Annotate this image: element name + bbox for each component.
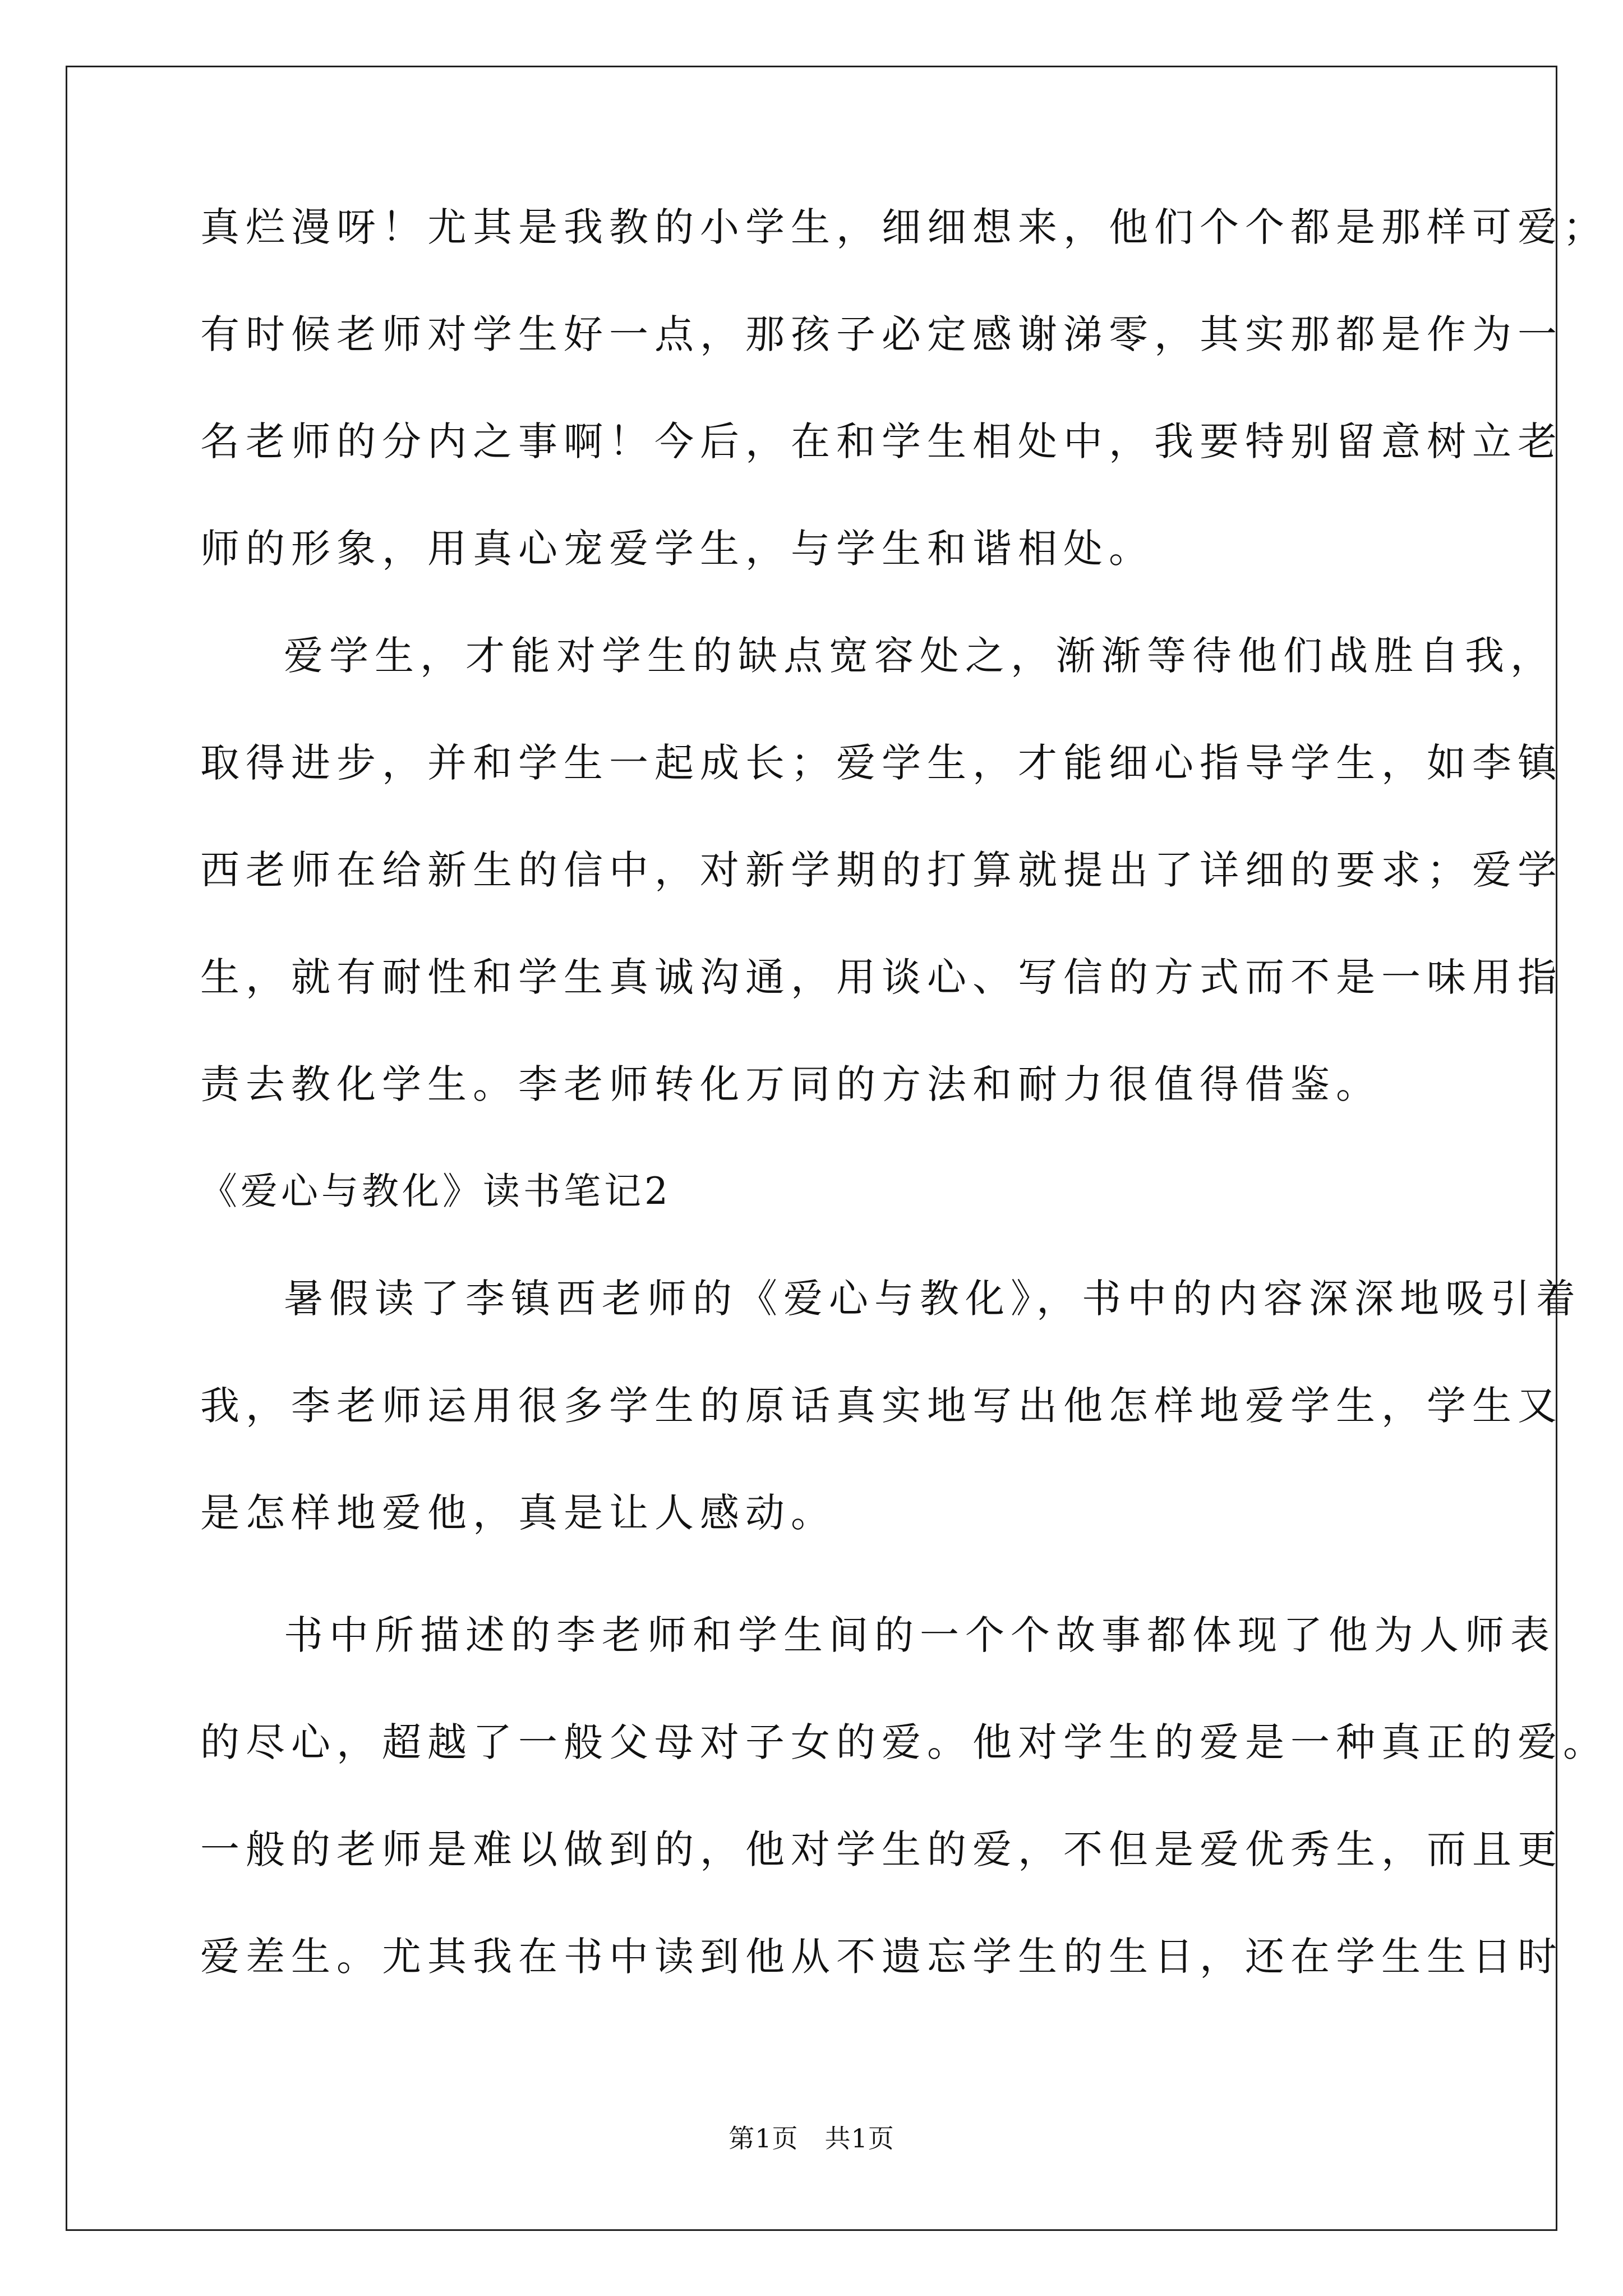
text-line: 一般的老师是难以做到的，他对学生的爱，不但是爱优秀生，而且更 xyxy=(200,1826,1563,1872)
paragraph-first-line: 爱学生，才能对学生的缺点宽容处之，渐渐等待他们战胜自我， xyxy=(284,633,1556,679)
text-line: 师的形象，用真心宠爱学生，与学生和谐相处。 xyxy=(200,526,1154,572)
text-line: 名老师的分内之事啊！今后，在和学生相处中，我要特别留意树立老 xyxy=(200,418,1563,464)
page-footer: 第1页 共1页 xyxy=(728,2123,895,2154)
text-line: 我，李老师运用很多学生的原话真实地写出他怎样地爱学生，学生又 xyxy=(200,1383,1563,1429)
text-line: 生，就有耐性和学生真诚沟通，用谈心、写信的方式而不是一味用指 xyxy=(200,954,1563,1000)
paragraph-first-line: 书中所描述的李老师和学生间的一个个故事都体现了他为人师表 xyxy=(284,1612,1556,1658)
paragraph-first-line: 暑假读了李镇西老师的《爱心与教化》，书中的内容深深地吸引着 xyxy=(284,1276,1581,1322)
text-line: 是怎样地爱他，真是让人感动。 xyxy=(200,1490,836,1536)
text-line: 西老师在给新生的信中，对新学期的打算就提出了详细的要求；爱学 xyxy=(200,847,1563,893)
text-line: 责去教化学生。李老师转化万同的方法和耐力很值得借鉴。 xyxy=(200,1061,1381,1107)
section-heading: 《爱心与教化》读书笔记2 xyxy=(200,1170,671,1213)
text-line: 爱差生。尤其我在书中读到他从不遗忘学生的生日，还在学生生日时 xyxy=(200,1934,1563,1980)
text-line: 真烂漫呀！尤其是我教的小学生，细细想来，他们个个都是那样可爱； xyxy=(200,204,1608,250)
text-line: 有时候老师对学生好一点，那孩子必定感谢涕零，其实那都是作为一 xyxy=(200,311,1563,357)
text-line: 的尽心，超越了一般父母对子女的爱。他对学生的爱是一种真正的爱。 xyxy=(200,1719,1608,1765)
text-line: 取得进步，并和学生一起成长；爱学生，才能细心指导学生，如李镇 xyxy=(200,740,1563,786)
page-border xyxy=(66,66,1557,2231)
